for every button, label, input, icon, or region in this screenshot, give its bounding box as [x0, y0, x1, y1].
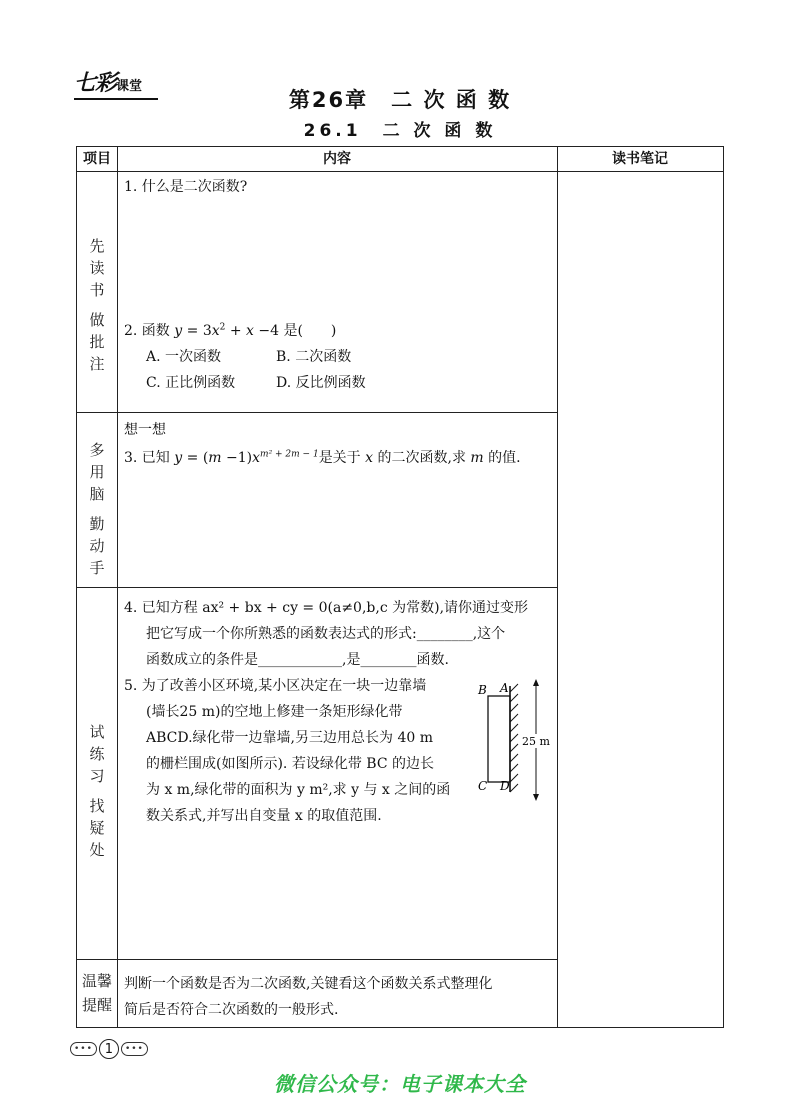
garden-rectangle: [488, 696, 510, 782]
label-read-b: 做批注: [89, 311, 105, 373]
row-divider-2: [77, 587, 557, 588]
section-label-practice: [77, 721, 117, 869]
question-4-line-3: 函数成立的条件是____________,是________函数.: [146, 652, 449, 668]
option-d: D. 反比例函数: [276, 375, 366, 391]
row-divider-3: [77, 959, 557, 960]
row-divider-1: [77, 412, 557, 413]
dimension-arrow-bottom: [533, 794, 539, 801]
label-practice-a: 试练习: [89, 723, 105, 785]
label-A: A: [500, 681, 509, 695]
brand-main: 七彩: [74, 71, 117, 96]
section-label-read: [77, 235, 117, 383]
question-3: 3. 已知 $y = (m -1)x^{m^2 + 2m - 1}$是关于 x 的二次函数,求 m 的值.: [124, 449, 521, 466]
label-D: D: [500, 779, 510, 793]
label-think-b: 勤动手: [89, 515, 105, 577]
chapter-title: 第26章 二 次 函 数: [288, 88, 512, 112]
option-b: B. 二次函数: [276, 349, 352, 365]
wall-hatching: [510, 684, 518, 792]
watermark: 微信公众号：电子课本大全: [274, 1072, 526, 1096]
question-5-line-6: 数关系式,并写出自变量 x 的取值范围.: [146, 808, 382, 824]
label-read-a: 先读书: [89, 237, 105, 299]
header-content: 内容: [323, 151, 351, 167]
header-divider: [77, 171, 723, 172]
page-number-badge: [70, 1039, 148, 1059]
question-5-line-4: 的栅栏围成(如图所示). 若设绿化带 BC 的边长: [146, 756, 434, 772]
label-B: B: [478, 683, 487, 697]
dimension-label: 25 m: [522, 735, 550, 748]
page-number: 1: [99, 1039, 119, 1059]
section-label-tip: [77, 969, 117, 1017]
question-2: 2. 函数 $y = 3x^2 + x -4$ 是( ): [124, 322, 337, 339]
header-item: 项目: [83, 151, 111, 167]
study-table: [76, 146, 724, 1028]
label-C: C: [478, 779, 488, 793]
section-title: 26.1 二 次 函 数: [303, 121, 497, 141]
question-5-line-3: ABCD.绿化带一边靠墙,另三边用总长为 40 m: [146, 730, 433, 746]
header-notes: 读书笔记: [612, 151, 668, 167]
question-5-line-5: 为 x m,绿化带的面积为 y m²,求 y 与 x 之间的函: [146, 782, 451, 798]
page-dots-left: •••: [70, 1042, 97, 1056]
section-label-think: [77, 439, 117, 587]
question-1: 1. 什么是二次函数?: [124, 179, 248, 195]
label-tip-b: 提醒: [81, 996, 112, 1014]
label-practice-b: 找疑处: [89, 797, 105, 859]
page-dots-right: •••: [121, 1042, 148, 1056]
tip-line-1: 判断一个函数是否为二次函数,关键看这个函数关系式整理化: [124, 976, 493, 992]
option-c: C. 正比例函数: [146, 375, 236, 391]
col-divider-2: [557, 147, 558, 1027]
think-heading: 想一想: [124, 422, 166, 438]
brand-sub: 课堂: [116, 79, 143, 94]
question-5-line-1: 5. 为了改善小区环境,某小区决定在一块一边靠墙: [124, 678, 427, 694]
question-4-line-2: 把它写成一个你所熟悉的函数表达式的形式:________,这个: [146, 626, 506, 642]
question-4-line-1: 4. 已知方程 ax² + bx + cy = 0(a≠0,b,c 为常数),请你通过变形: [124, 600, 529, 616]
label-tip-a: 温馨: [81, 972, 112, 990]
garden-diagram: [476, 678, 566, 804]
option-a: A. 一次函数: [146, 349, 222, 365]
question-5-line-2: (墙长25 m)的空地上修建一条矩形绿化带: [146, 704, 403, 720]
label-think-a: 多用脑: [89, 441, 105, 503]
dimension-arrow-top: [533, 679, 539, 686]
tip-line-2: 简后是否符合二次函数的一般形式.: [124, 1002, 339, 1018]
